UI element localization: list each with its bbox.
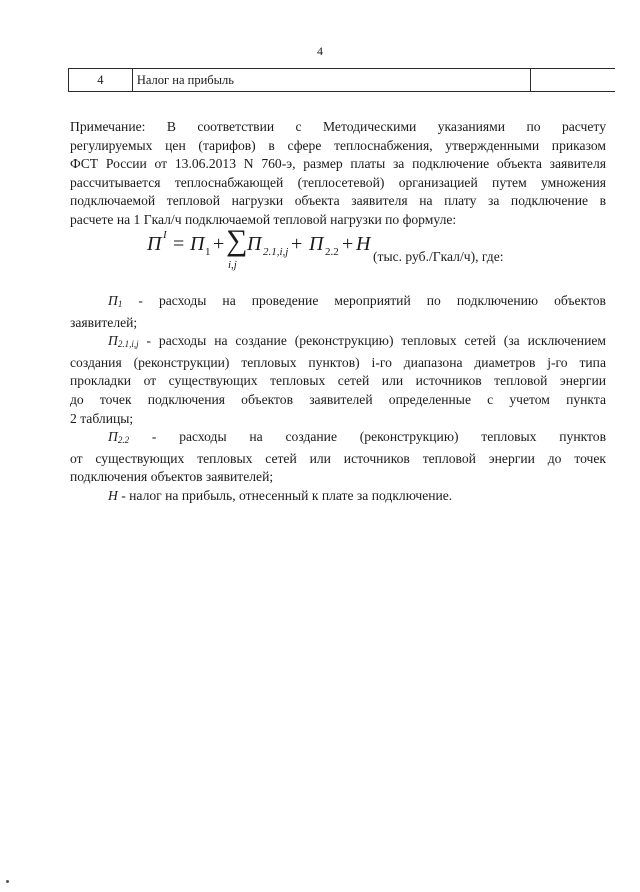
definition-text: - расходы на создание (реконструкцию) тепловых пунктов	[151, 429, 606, 445]
definitions-block	[70, 292, 606, 506]
formula-units: (тыс. руб./Гкал/ч), где:	[373, 249, 504, 264]
definition-symbol: П	[108, 293, 118, 308]
formula-p22: П	[309, 233, 324, 255]
table-row	[69, 69, 616, 92]
formula-p21: П	[247, 233, 262, 255]
definition-line	[70, 487, 606, 506]
definition-line: заявителей;	[70, 314, 138, 330]
sum-icon: ∑	[226, 224, 248, 257]
formula-equals: =	[173, 233, 185, 255]
note-paragraph	[70, 118, 606, 230]
formula-h: Н	[356, 233, 371, 255]
definition-text: - расходы на проведение мероприятий по подключению объектов	[138, 293, 606, 308]
definition-symbol-subscript: 1	[117, 299, 123, 309]
note-line: ФСТ России от 13.06.2013 N 760-э, размер платы за подключение объекта заявителя	[70, 156, 606, 172]
definition-line	[70, 332, 606, 354]
definition-symbol-subscript: 2.2	[117, 435, 130, 446]
note-line: регулируемых цен (тарифов) в сфере теплоснабжения, утвержденными приказом	[70, 137, 606, 153]
definition-symbol: П	[108, 429, 118, 445]
definition-symbol: П	[108, 333, 118, 349]
formula-sum-index: i,j	[228, 259, 237, 271]
scan-mark	[6, 880, 9, 883]
note-line: подключаемой тепловой нагрузки объекта заявителя на плату за подключение в	[70, 193, 606, 209]
definition-line: создания (реконструкции) тепловых пунктов) i-го диапазона диаметров j-го типа	[70, 354, 606, 370]
definition-symbol: Н	[108, 487, 118, 503]
formula-plus: +	[213, 233, 225, 255]
definition-text: - налог на прибыль, отнесенный к плате за подключение.	[121, 487, 453, 503]
formula-p22-subscript: 2.2	[325, 246, 339, 258]
note-line: рассчитывается теплоснабжающей (теплосетевой) организацией путем умножения	[70, 174, 606, 190]
payment-formula	[0, 225, 640, 275]
formula-plus: +	[342, 233, 354, 255]
definition-line: прокладки от существующих тепловых сетей или источников тепловой энергии	[70, 373, 606, 389]
definition-line: от существующих тепловых сетей или источников тепловой энергии до точек	[70, 450, 606, 466]
note-line: расчете на 1 Гкал/ч подключаемой тепловой нагрузки по формуле:	[70, 211, 457, 227]
definition-line	[70, 292, 606, 314]
row-number-cell: 4	[69, 69, 133, 92]
definition-line: до точек подключения объектов заявителей определенные с учетом пункта	[70, 391, 606, 407]
row-name-cell: Налог на прибыль	[132, 69, 530, 92]
note-line: Примечание: В соответствии с Методическими указаниями по расчету	[70, 119, 606, 134]
formula-p21-subscript: 2.1,i,j	[263, 246, 289, 258]
page-number: 4	[317, 44, 323, 58]
tariff-table	[68, 68, 615, 92]
formula-plus: +	[291, 233, 303, 255]
definition-line	[70, 428, 606, 450]
definition-line: подключения объектов заявителей;	[70, 469, 274, 485]
definition-symbol-subscript: 2.1,i,j	[117, 339, 139, 350]
formula-lhs-superscript: I	[163, 229, 167, 241]
definition-line: 2 таблицы;	[70, 410, 134, 426]
formula-p1-subscript: 1	[205, 246, 211, 258]
definition-text: - расходы на создание (реконструкцию) тепловых сетей (за исключением	[146, 333, 606, 349]
formula-lhs: П	[147, 233, 162, 255]
formula-p1: П	[190, 233, 205, 255]
row-value-cell	[530, 69, 615, 92]
